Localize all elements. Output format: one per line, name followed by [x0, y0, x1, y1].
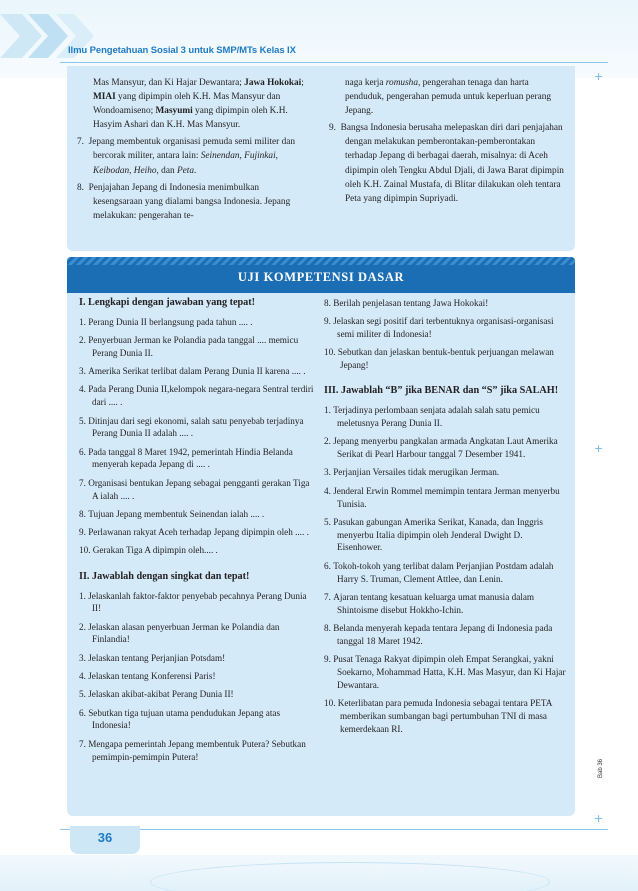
page-number: 36	[97, 830, 113, 845]
question-item	[324, 485, 566, 511]
question-number: 1.	[324, 405, 331, 416]
question-number: 8.	[324, 298, 331, 308]
question-item	[79, 316, 315, 329]
question-number: 10.	[79, 545, 91, 556]
question-item	[79, 526, 315, 539]
question-text: Tokoh-tokoh yang terlibat dalam Perjanjian Postdam adalah Harry S. Truman, Clement Attlee, dan Lenin.	[333, 560, 554, 584]
question-number: 5.	[324, 516, 331, 527]
question-number: 6.	[79, 707, 86, 718]
question-item	[79, 334, 315, 360]
question-number: 4.	[324, 485, 331, 496]
question-text: Perang Dunia II berlangsung pada tahun .... .	[88, 316, 253, 327]
question-item	[324, 516, 566, 554]
question-text: Jelaskan segi positif dari terbentuknya organisasi-organisasi semi militer di Indonesia!	[333, 316, 554, 340]
question-text: Ajaran tentang kesatuan keluarga umat manusia dalam Shintoisme disebut Hokkho-Ichin.	[333, 591, 535, 615]
question-number: 3.	[324, 467, 331, 478]
question-text: Jelaskan tentang Perjanjian Potsdam!	[88, 652, 226, 663]
question-text: Mengapa pemerintah Jepang membentuk Putera? Sebutkan pemimpin-pemimpin Putera!	[88, 738, 306, 762]
question-item	[79, 544, 315, 557]
question-item	[324, 622, 566, 648]
question-text: Sebutkan dan jelaskan bentuk-bentuk perjuangan melawan Jepang!	[337, 347, 554, 371]
footer-rule	[60, 829, 608, 830]
question-item	[79, 415, 315, 441]
registration-mark-icon: +	[594, 70, 604, 83]
question-item	[324, 697, 566, 735]
question-text: Pasukan gabungan Amerika Serikat, Kanada, dan Inggris menyerbu Italia dipimpin oleh Jenderal Dwight D. Eisenhower.	[333, 516, 543, 553]
question-number: 2.	[79, 335, 86, 346]
question-number: 6.	[79, 446, 86, 457]
question-item	[79, 508, 315, 521]
question-text: Jelaskanlah faktor-faktor penyebab pecahnya Perang Dunia II!	[88, 590, 307, 614]
question-number: 9.	[79, 527, 86, 538]
exercise-left-column	[79, 297, 315, 769]
question-item	[79, 670, 315, 683]
question-list	[324, 404, 566, 735]
registration-mark-icon: +	[594, 812, 604, 825]
chapter-side-label: Bab 36	[598, 758, 604, 778]
question-item	[79, 652, 315, 665]
question-number: 1.	[79, 590, 86, 601]
question-item	[79, 446, 315, 472]
section-heading: II. Jawablah dengan singkat dan tepat!	[79, 570, 250, 582]
question-text: Tujuan Jepang membentuk Seinendan ialah .... .	[88, 508, 265, 519]
question-text: Gerakan Tiga A dipimpin oleh.... .	[92, 545, 218, 556]
summary-paragraph: 9. Bangsa Indonesia berusaha melepaskan diri dari penjajahan dengan melakukan pemberontakan-pemberontakan terhadap Jepang di berbagai daerah, misalnya: di Aceh dipimpin oleh Tengku Abdul Djali, di Jawa Barat dipimpin oleh K.H. Zainal Mustafa, di Blitar dilakukan oleh tentara Peta yang dipimpin Supriyadi.	[329, 123, 564, 204]
banner-stripe	[67, 257, 575, 265]
question-text: Pada Perang Dunia II,kelompok negara-negara Sentral terdiri dari .... .	[88, 384, 314, 408]
question-text: Pusat Tenaga Rakyat dipimpin oleh Empat Serangkai, yakni Soekarno, Mohammad Hatta, K.H. Mas Masyur, dan Ki Hajar Dewantara.	[333, 654, 566, 690]
question-number: 7.	[79, 738, 86, 749]
question-number: 1.	[79, 316, 86, 327]
question-item	[324, 653, 566, 691]
summary-left-column	[77, 76, 307, 226]
question-text: Ditinjau dari segi ekonomi, salah satu penyebab terjadinya Perang Dunia II adalah .... .	[88, 415, 304, 439]
question-text: Keterlibatan para pemuda Indonesia sebagai tentara PETA memberikan sumbangan bagi pertumbuhan TNI di masa kemerdekaan RI.	[337, 697, 552, 734]
question-number: 3.	[79, 652, 86, 663]
question-number: 9.	[324, 654, 331, 665]
question-text: Perlawanan rakyat Aceh terhadap Jepang dipimpin oleh .... .	[88, 527, 309, 538]
question-item	[324, 560, 566, 586]
registration-mark-icon: +	[594, 442, 604, 455]
question-item	[324, 297, 566, 310]
question-item	[79, 365, 315, 378]
question-item	[324, 466, 566, 479]
question-item	[324, 591, 566, 617]
question-number: 2.	[79, 621, 86, 632]
question-item	[324, 346, 566, 372]
section-heading: III. Jawablah “B” jika BENAR dan “S” jika SALAH!	[324, 385, 559, 397]
question-text: Penyerbuan Jerman ke Polandia pada tanggal .... memicu Perang Dunia II.	[88, 335, 299, 358]
question-number: 10.	[324, 697, 336, 708]
question-text: Organisasi bentukan Jepang sebagai pengganti gerakan Tiga A ialah .... .	[88, 477, 310, 501]
question-text: Jepang menyerbu pangkalan armada Angkatan Laut Amerika Serikat di Pearl Harbour tanggal 7 Desember 1941.	[333, 436, 558, 460]
question-item	[79, 707, 315, 733]
question-list	[79, 590, 315, 764]
question-text: Jelaskan tentang Konferensi Paris!	[88, 671, 216, 682]
summary-paragraph: 7. Jepang membentuk organisasi pemuda semi militer dan bercorak militer, antara lain: Seinendan, Fujinkai, Keibodan, Heiho, dan Peta.	[77, 137, 296, 176]
question-number: 4.	[79, 384, 86, 395]
question-item	[324, 435, 566, 461]
question-number: 7.	[79, 477, 86, 488]
question-number: 6.	[324, 560, 331, 571]
question-item	[79, 477, 315, 503]
summary-paragraph: 8. Penjajahan Jepang di Indonesia menimbulkan kesengsaraan yang dialami bangsa Indonesia. Jepang melakukan: pengerahan te-	[77, 182, 291, 221]
question-text: Perjanjian Versailes tidak merugikan Jerman.	[333, 467, 500, 478]
question-number: 3.	[79, 366, 86, 377]
section-heading: I. Lengkapi dengan jawaban yang tepat!	[79, 297, 256, 308]
question-item	[324, 315, 566, 341]
question-text: Jenderal Erwin Rommel memimpin tentara Jerman menyerbu Tunisia.	[333, 485, 560, 509]
summary-right-column	[329, 76, 567, 209]
header-rule	[60, 62, 608, 63]
question-list	[79, 316, 315, 557]
question-number: 5.	[79, 689, 86, 700]
question-number: 8.	[79, 508, 86, 519]
question-text: Jelaskan akibat-akibat Perang Dunia II!	[88, 689, 234, 700]
section-title: UJI KOMPETENSI DASAR	[237, 270, 405, 284]
question-item	[79, 688, 315, 701]
question-item	[79, 738, 315, 764]
question-number: 2.	[324, 436, 331, 447]
question-number: 8.	[324, 622, 331, 633]
section-banner	[67, 257, 575, 293]
question-item	[79, 590, 315, 616]
question-number: 7.	[324, 591, 331, 602]
summary-continuation-box	[67, 66, 575, 251]
exercise-right-column	[324, 297, 566, 741]
question-number: 4.	[79, 671, 86, 682]
book-title: Ilmu Pengetahuan Sosial 3 untuk SMP/MTs Kelas IX	[68, 45, 296, 56]
question-list	[324, 297, 566, 372]
question-number: 5.	[79, 415, 86, 426]
question-item	[79, 621, 315, 647]
exercise-box	[67, 293, 575, 816]
question-text: Terjadinya perlombaan senjata adalah salah satu pemicu meletusnya Perang Dunia II.	[333, 405, 540, 429]
question-text: Pada tanggal 8 Maret 1942, pemerintah Hindia Belanda menyerah kepada Jepang di .... .	[88, 446, 293, 470]
question-number: 10.	[324, 347, 336, 358]
question-item	[324, 404, 566, 430]
question-text: Sebutkan tiga tujuan utama pendudukan Jepang atas Indonesia!	[88, 707, 281, 731]
page-number-tab	[70, 826, 140, 854]
question-item	[79, 383, 315, 409]
question-number: 9.	[324, 316, 331, 327]
summary-paragraph: Mas Mansyur, dan Ki Hajar Dewantara; Jawa Hokokai; MIAI yang dipimpin oleh K.H. Mas Mansyur dan Wondoamiseno; Masyumi yang dipimpin oleh K.H. Hasyim Ashari dan K.H. Mas Mansyur.	[93, 78, 304, 131]
question-text: Amerika Serikat terlibat dalam Perang Dunia II karena .... .	[88, 366, 306, 377]
question-text: Belanda menyerah kepada tentara Jepang di Indonesia pada tanggal 18 Maret 1942.	[333, 622, 553, 646]
question-text: Berilah penjelasan tentang Jawa Hokokai!	[333, 298, 489, 308]
question-text: Jelaskan alasan penyerbuan Jerman ke Polandia dan Finlandia!	[88, 621, 280, 645]
summary-paragraph: naga kerja romusha, pengerahan tenaga dan harta penduduk, pengerahan pemuda untuk keperluan perang Jepang.	[345, 78, 552, 117]
